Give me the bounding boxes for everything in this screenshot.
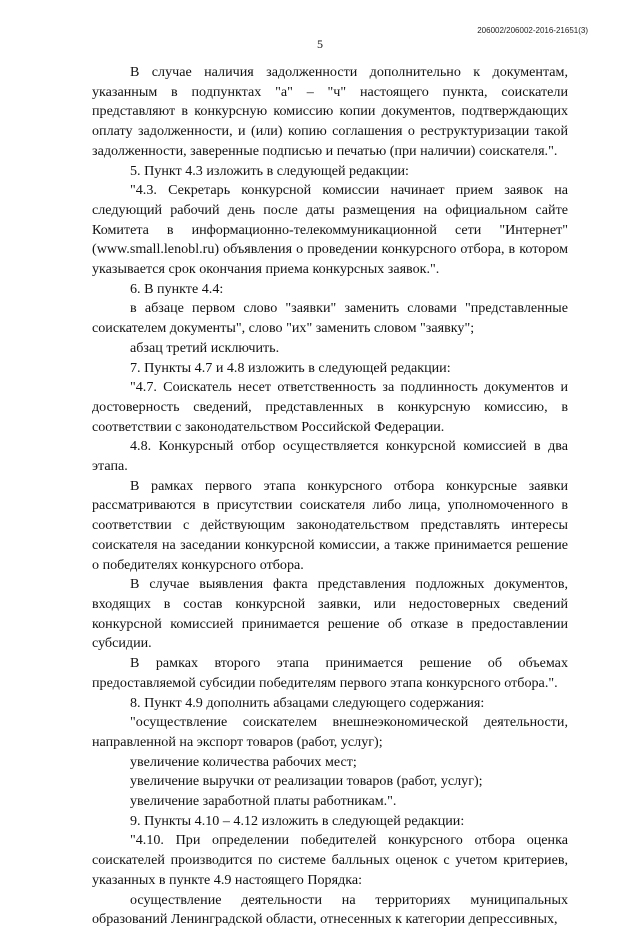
paragraph: увеличение выручки от реализации товаров (работ, услуг); bbox=[130, 773, 483, 790]
paragraph: В случае наличия задолженности дополнительно к документам, указанным в подпунктах "а" – "ч" настоящего пункта, соискатели представляют в конкурсную комиссию копии документов, подтверждающих оплату задолженности, и (или) копию соглашения о реструктуризации такой задолженности, заверенные подписью и печатью (при наличии) соискателя.". bbox=[92, 64, 568, 159]
document-code: 206002/206002-2016-21651(3) bbox=[477, 26, 588, 35]
paragraph: увеличение заработной платы работникам.". bbox=[130, 793, 397, 810]
paragraph: абзац третий исключить. bbox=[130, 339, 280, 356]
paragraph: "4.10. При определении победителей конкурсного отбора оценка соискателей производится по системе балльных оценок с учетом критериев, указанных в пункте 4.9 настоящего Порядка: bbox=[92, 832, 568, 888]
paragraph: в абзаце первом слово "заявки" заменить словами "представленные соискателем документы", слово "их" заменить словом "заявку"; bbox=[92, 300, 568, 337]
paragraph: увеличение количества рабочих мест; bbox=[130, 753, 357, 770]
paragraph: В рамках второго этапа принимается решение об объемах предоставляемой субсидии победителям первого этапа конкурсного отбора.". bbox=[92, 655, 568, 691]
paragraph: "осуществление соискателем внешнеэкономической деятельности, направленной на экспорт товаров (работ, услуг); bbox=[92, 714, 568, 750]
paragraph: "4.3. Секретарь конкурсной комиссии начинает прием заявок на следующий рабочий день после даты размещения на официальном сайте Комитета в информационно-телекоммуникационной сети "Интернет" (www.small.lenobl.ru) объявления о проведении конкурсного отбора, в котором указывается срок окончания приема конкурсных заявок.". bbox=[92, 182, 568, 278]
paragraph: В случае выявления факта представления подложных документов, входящих в состав конкурсной заявки, или недостоверных сведений конкурсной комиссией принимается решение об отказе в предоставлении субсидии. bbox=[92, 576, 568, 652]
paragraph: осуществление деятельности на территориях муниципальных образований Ленинградской области, отнесенных к категории депрессивных, bbox=[92, 891, 568, 928]
paragraph: 6. В пункте 4.4: bbox=[130, 280, 224, 297]
document-body bbox=[92, 63, 568, 930]
paragraph: 9. Пункты 4.10 – 4.12 изложить в следующей редакции: bbox=[130, 812, 465, 829]
paragraph: 5. Пункт 4.3 изложить в следующей редакции: bbox=[130, 162, 409, 179]
paragraph: "4.7. Соискатель несет ответственность за подлинность документов и достоверность сведений, представленных в конкурсную комиссию, в соответствии с законодательством Российской Федерации. bbox=[92, 379, 568, 435]
page-number: 5 bbox=[317, 37, 323, 51]
paragraph: 8. Пункт 4.9 дополнить абзацами следующего содержания: bbox=[130, 694, 485, 711]
paragraph: 4.8. Конкурсный отбор осуществляется конкурсной комиссией в два этапа. bbox=[92, 438, 568, 475]
paragraph: 7. Пункты 4.7 и 4.8 изложить в следующей редакции: bbox=[130, 359, 451, 376]
paragraph: В рамках первого этапа конкурсного отбора конкурсные заявки рассматриваются в присутствии соискателя либо лица, уполномоченного в соответствии с действующим законодательством представлять интересы соискателя на заседании конкурсной комиссии, а также принимается решение о победителях конкурсного отбора. bbox=[92, 477, 568, 573]
